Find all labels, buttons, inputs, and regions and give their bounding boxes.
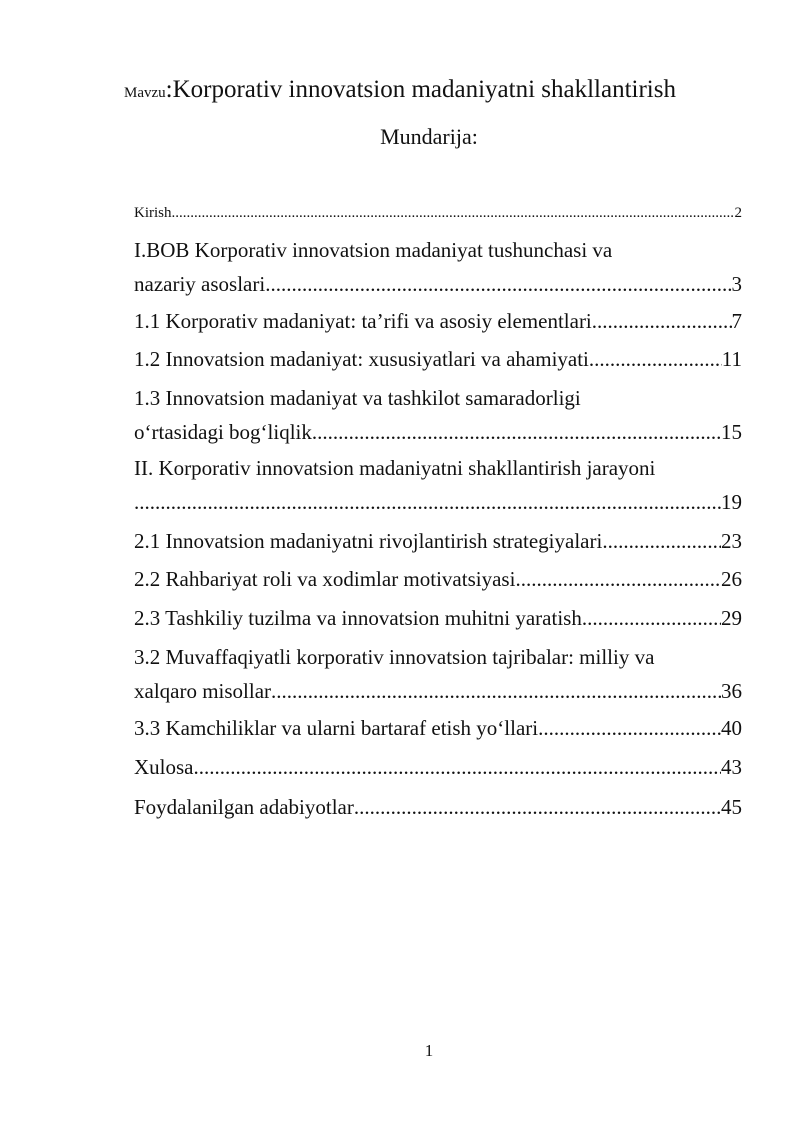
- toc-leader-dots: [312, 415, 721, 449]
- toc-entry-1-3[interactable]: [134, 381, 742, 449]
- toc-entry-text: Foydalanilgan adabiyotlar: [134, 795, 354, 819]
- toc-leader-dots: [354, 790, 721, 824]
- page-number: 1: [424, 1041, 434, 1060]
- toc-entry-text: 2.3 Tashkiliy tuzilma va innovatsion muhitni yaratish: [134, 606, 582, 630]
- toc-entry-xulosa[interactable]: [134, 750, 742, 784]
- topic-prefix: Mavzu: [124, 85, 166, 101]
- toc-entry-1-1[interactable]: [134, 304, 742, 338]
- toc-entry-text: 1.2 Innovatsion madaniyat: xususiyatlari va ahamiyati: [134, 347, 589, 371]
- toc-entry-3-2[interactable]: [134, 640, 742, 708]
- toc-leader-dots: [592, 304, 732, 338]
- toc-entry-line: [134, 342, 742, 376]
- toc-entry-page: 26: [721, 567, 742, 591]
- toc-entry-2-1[interactable]: [134, 524, 742, 558]
- toc-entry-page: 23: [721, 529, 742, 553]
- toc-leader-dots: [602, 524, 721, 558]
- toc-entry-adabiyotlar[interactable]: [134, 790, 742, 824]
- toc-entry-line: [134, 750, 742, 784]
- toc-entry-text: o‘rtasidagi bog‘liqlik: [134, 420, 312, 444]
- toc-entry-first-line: [134, 640, 742, 674]
- toc-entry-page: 11: [721, 347, 742, 371]
- toc-entry-line: [134, 415, 742, 449]
- toc-entry-page: 19: [721, 490, 742, 514]
- toc-leader-dots: [538, 711, 721, 745]
- toc-leader-dots: [172, 203, 735, 223]
- toc-entry-page: 3: [731, 272, 742, 296]
- toc-entry-first-line: [134, 233, 742, 267]
- toc-entry-1-2[interactable]: [134, 342, 742, 376]
- toc-entry-first-line: [134, 451, 742, 485]
- toc-entry-2-2[interactable]: [134, 562, 742, 596]
- toc-entry-first-line: [134, 381, 742, 415]
- toc-leader-dots: [271, 674, 721, 708]
- toc-entry-text: Kirish: [134, 205, 172, 221]
- toc-entry-chapter-1[interactable]: [134, 233, 742, 301]
- toc-entry-text: Xulosa: [134, 755, 194, 779]
- topic-line: [0, 76, 800, 104]
- toc-entry-text-line1: I.BOB Korporativ innovatsion madaniyat tushunchasi va: [134, 238, 613, 262]
- toc-entry-page: 45: [721, 795, 742, 819]
- toc-entry-text: 2.1 Innovatsion madaniyatni rivojlantirish strategiyalari: [134, 529, 603, 553]
- toc-leader-dots: [134, 485, 721, 519]
- toc-entry-line: [134, 674, 742, 708]
- toc-entry-line: [134, 203, 742, 223]
- toc-entry-line: [134, 790, 742, 824]
- toc-entry-line: [134, 304, 742, 338]
- toc-heading: Mundarija:: [380, 124, 478, 149]
- toc-entry-page: 7: [731, 309, 742, 333]
- toc-entry-page: 43: [721, 755, 742, 779]
- toc-entry-2-3[interactable]: [134, 601, 742, 635]
- toc-entry-kirish[interactable]: [134, 203, 742, 223]
- toc-entry-line: [134, 601, 742, 635]
- toc-entry-text-line1: 3.2 Muvaffaqiyatli korporativ innovatsion tajribalar: milliy va: [134, 645, 655, 669]
- toc-leader-dots: [265, 267, 731, 301]
- toc-entry-line: [134, 711, 742, 745]
- toc-entry-text: nazariy asoslari: [134, 272, 266, 296]
- topic-title: :Korporativ innovatsion madaniyatni shakllantirish: [165, 76, 676, 103]
- toc-entry-page: 29: [721, 606, 742, 630]
- toc-entry-text-line1: II. Korporativ innovatsion madaniyatni shakllantirish jarayoni: [134, 456, 656, 480]
- toc-entry-page: 40: [721, 716, 742, 740]
- toc-entry-text-line1: 1.3 Innovatsion madaniyat va tashkilot samaradorligi: [134, 386, 581, 410]
- toc-leader-dots: [582, 601, 721, 635]
- toc-entry-text: 3.3 Kamchiliklar va ularni bartaraf etish yo‘llari: [134, 716, 539, 740]
- toc-entry-page: 36: [721, 679, 742, 703]
- toc-leader-dots: [589, 342, 722, 376]
- toc-entry-chapter-2[interactable]: [134, 451, 742, 519]
- toc-entry-line: [134, 267, 742, 301]
- toc-leader-dots: [515, 562, 721, 596]
- toc-entry-3-3[interactable]: [134, 711, 742, 745]
- toc-entry-page: 2: [734, 205, 742, 221]
- toc-entry-text: 1.1 Korporativ madaniyat: ta’rifi va asosiy elementlari: [134, 309, 592, 333]
- toc-entry-line: [134, 485, 742, 519]
- toc-entry-text: xalqaro misollar: [134, 679, 272, 703]
- toc-entry-text: 2.2 Rahbariyat roli va xodimlar motivatsiyasi: [134, 567, 516, 591]
- toc-entry-page: 15: [721, 420, 742, 444]
- toc-entry-line: [134, 562, 742, 596]
- toc-entry-line: [134, 524, 742, 558]
- toc-leader-dots: [194, 750, 722, 784]
